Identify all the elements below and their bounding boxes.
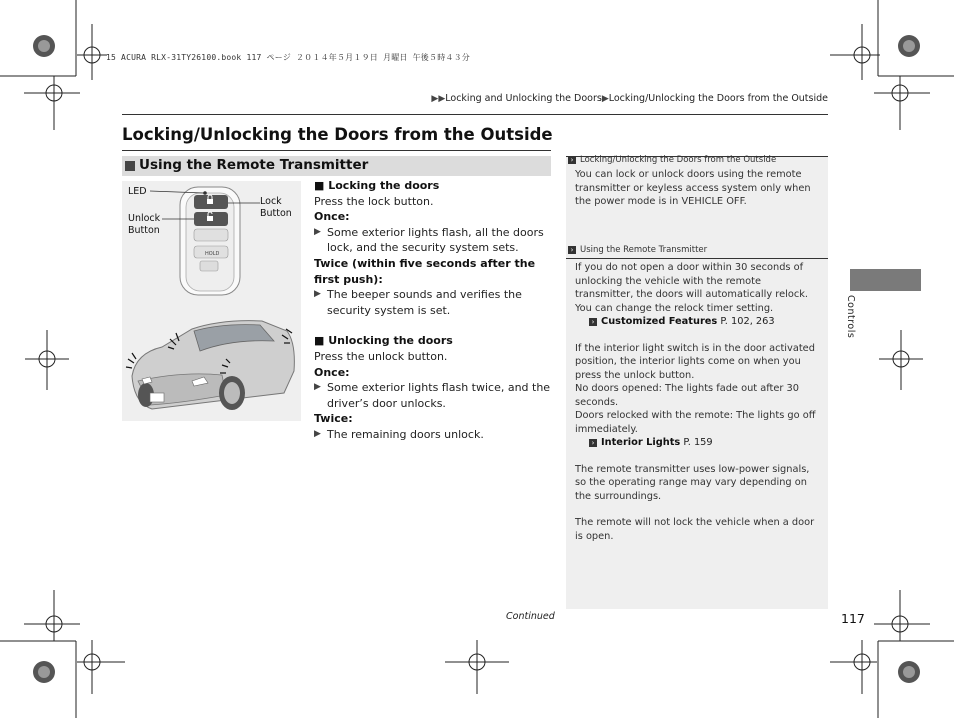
unlocking-once-label: Once: [314, 365, 350, 379]
lock-button-label: Lock Button [260, 196, 292, 219]
breadcrumb-part2: Locking/Unlocking the Doors from the Outside [608, 93, 828, 104]
link-arrow-icon: › [589, 439, 597, 447]
unlocking-instruction: Press the unlock button. [314, 349, 448, 363]
sidebar-sec2-p1b: You can change the relock timer setting. [575, 302, 774, 314]
continued-label: Continued [506, 611, 555, 622]
title-rule [122, 150, 551, 151]
note-arrow-icon: › [568, 246, 576, 254]
interior-lights-link[interactable]: › Interior Lights P. 159 [566, 436, 828, 450]
link-arrow-icon: › [589, 318, 597, 326]
locking-once-text: ▶ Some exterior lights flash, all the doors lock, and the security system sets. [314, 225, 554, 256]
locking-once-label: Once: [314, 210, 350, 224]
chapter-tab-label: Controls [845, 295, 856, 339]
chapter-tab [850, 269, 921, 291]
hold-label: HOLD [205, 251, 220, 257]
locking-twice-text: ▶ The beeper sounds and verifies the security system is set. [314, 287, 554, 318]
page-title: Locking/Unlocking the Doors from the Outside [122, 125, 553, 144]
unlock-button-label: Unlock Button [128, 213, 161, 236]
page-number: 117 [841, 611, 865, 626]
sidebar-sec2-p2b: No doors opened: The lights fade out after 30 seconds. [575, 383, 799, 408]
breadcrumb-part1: Locking and Unlocking the Doors [445, 93, 602, 104]
unlocking-once-text: ▶ Some exterior lights flash twice, and the driver’s door unlocks. [314, 380, 554, 411]
sidebar-sec2-p1: If you do not open a door within 30 seconds of unlocking the vehicle with the remote transmitter, the doors will automatically relock. [575, 262, 808, 300]
locking-instruction: Press the lock button. [314, 194, 434, 208]
breadcrumb-sep: ▶ [601, 94, 609, 104]
sidebar-sec1-text: You can lock or unlock doors using the remote transmitter or keyless access system only when the power mode is in VEHICLE OFF. [575, 169, 811, 207]
section-title: Using the Remote Transmitter [139, 157, 369, 173]
sidebar-sec2-head: › Using the Remote Transmitter [566, 245, 828, 255]
locking-heading: ■ Locking the doors [314, 179, 440, 192]
sidebar-notes [566, 156, 828, 609]
body-text [314, 178, 554, 443]
breadcrumb [431, 93, 828, 104]
unlocking-heading: ■ Unlocking the doors [314, 334, 453, 348]
section-header [122, 156, 551, 176]
customized-features-link[interactable]: › Customized Features P. 102, 263 [566, 315, 828, 329]
led-label: LED [128, 186, 147, 197]
section-square-icon [125, 161, 135, 171]
sidebar-sec2-p2: If the interior light switch is in the door activated position, the interior lights come on when you press the unlock button. [575, 342, 815, 381]
top-rule [122, 114, 828, 115]
print-header: 15 ACURA RLX-31TY26100.book 117 ページ ２０１４年５月１９日 月曜日 午後５時４３分 [106, 53, 471, 62]
remote-car-figure [122, 181, 301, 421]
unlocking-twice-text: ▶ The remaining doors unlock. [314, 427, 554, 443]
breadcrumb-arrows: ▶▶ [431, 94, 446, 104]
note-arrow-icon: › [568, 156, 576, 164]
locking-twice-label: Twice (within five seconds after the first push): [314, 256, 536, 286]
sidebar-sec2-p3: The remote transmitter uses low-power signals, so the operating range may vary depending on the surroundings. [575, 463, 810, 502]
sidebar-sec2-p4: The remote will not lock the vehicle when a door is open. [575, 517, 815, 542]
sidebar-sec2-p2c: Doors relocked with the remote: The lights go off immediately. [575, 410, 816, 435]
sidebar-sec1-head: › Locking/Unlocking the Doors from the Outside [566, 155, 828, 165]
unlocking-twice-label: Twice: [314, 412, 353, 426]
